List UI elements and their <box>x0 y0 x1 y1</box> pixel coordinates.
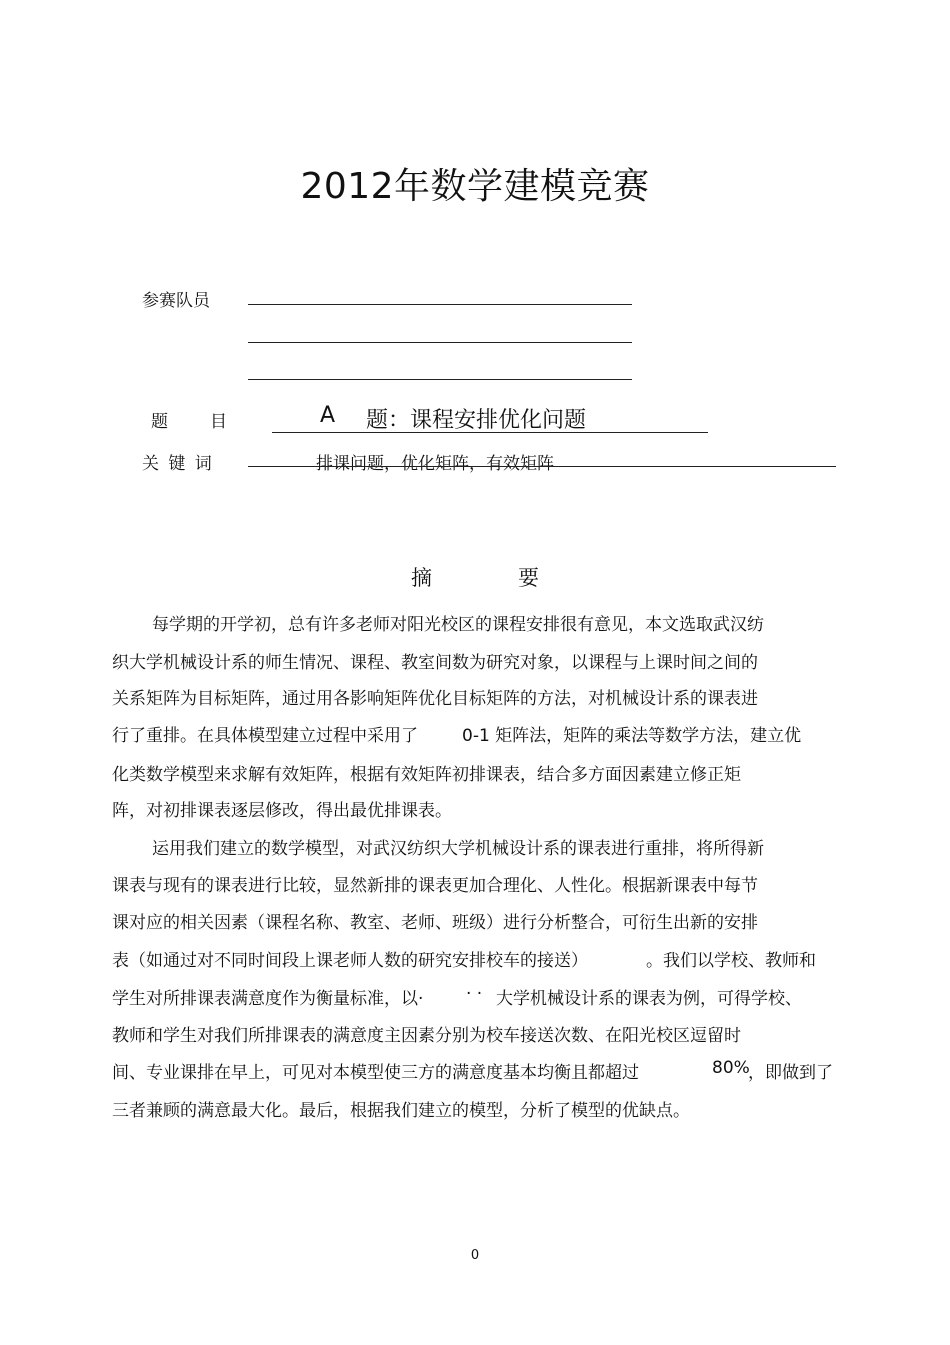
abstract-p1-line-5: 化类数学模型来求解有效矩阵，根据有效矩阵初排课表，结合多方面因素建立修正矩 <box>112 765 741 785</box>
abstract-p2-line-6: 教师和学生对我们所排课表的满意度主因素分别为校车接送次数、在阳光校区逗留时 <box>112 1026 741 1046</box>
abstract-p2-line-5a: 学生对所排课表满意度作为衡量标准，以· <box>112 989 424 1009</box>
abstract-p2-line-8: 三者兼顾的满意最大化。最后，根据我们建立的模型，分析了模型的优缺点。 <box>112 1101 690 1121</box>
page-number: 0 <box>470 1248 480 1263</box>
topic-prefix: A <box>320 403 336 428</box>
abstract-p2-line-3: 课对应的相关因素（课程名称、教室、老师、班级）进行分析整合，可衍生出新的安排 <box>112 913 758 933</box>
keywords-value: 排课问题，优化矩阵，有效矩阵 <box>316 454 554 474</box>
abstract-p2-line-5b: · · <box>466 984 483 1004</box>
abstract-p2-line-7b: 80% <box>712 1058 750 1078</box>
abstract-p2-line-4b: 。我们以学校、教师和 <box>646 951 816 971</box>
abstract-p1-line-1: 每学期的开学初，总有许多老师对阳光校区的课程安排很有意见，本文选取武汉纺 <box>152 615 764 635</box>
topic-label-char-2: 目 <box>210 412 227 432</box>
abstract-p2-line-5c: 大学机械设计系的课表为例，可得学校、 <box>496 989 802 1009</box>
abstract-p2-line-2: 课表与现有的课表进行比较，显然新排的课表更加合理化、人性化。根据新课表中每节 <box>112 876 758 896</box>
abstract-p2-line-7a: 间、专业课排在早上，可见对本模型使三方的满意度基本均衡且都超过 <box>112 1063 639 1083</box>
abstract-p2-line-1: 运用我们建立的数学模型，对武汉纺织大学机械设计系的课表进行重排，将所得新 <box>152 839 764 859</box>
member-line-3 <box>248 379 632 380</box>
abstract-p2-line-7c: ，即做到了 <box>748 1063 833 1083</box>
abstract-heading-char-1: 摘 <box>411 566 432 590</box>
keywords-underline <box>248 466 836 467</box>
abstract-p1-line-4a: 行了重排。在具体模型建立过程中采用了 <box>112 726 418 746</box>
abstract-p1-line-3: 关系矩阵为目标矩阵，通过用各影响矩阵优化目标矩阵的方法，对机械设计系的课表进 <box>112 689 758 709</box>
abstract-p1-line-2: 织大学机械设计系的师生情况、课程、教室间数为研究对象，以课程与上课时间之间的 <box>112 653 758 673</box>
abstract-heading <box>0 562 950 592</box>
abstract-p2-line-4a: 表（如通过对不同时间段上课老师人数的研究安排校车的接送） <box>112 951 588 971</box>
member-line-1 <box>248 304 632 305</box>
topic-text: 题：课程安排优化问题 <box>366 408 587 433</box>
abstract-heading-char-2: 要 <box>518 566 539 590</box>
topic-label-char-1: 题 <box>151 412 168 432</box>
member-line-2 <box>248 342 632 343</box>
keywords-label: 关 键 词 <box>142 454 214 474</box>
page-title: 2012年数学建模竞赛 <box>300 166 650 207</box>
topic-underline <box>272 432 708 433</box>
members-label: 参赛队员 <box>142 291 210 311</box>
abstract-p1-line-4b: 0-1 矩阵法，矩阵的乘法等数学方法，建立优 <box>462 726 802 746</box>
abstract-p1-line-6: 阵，对初排课表逐层修改，得出最优排课表。 <box>112 801 452 821</box>
